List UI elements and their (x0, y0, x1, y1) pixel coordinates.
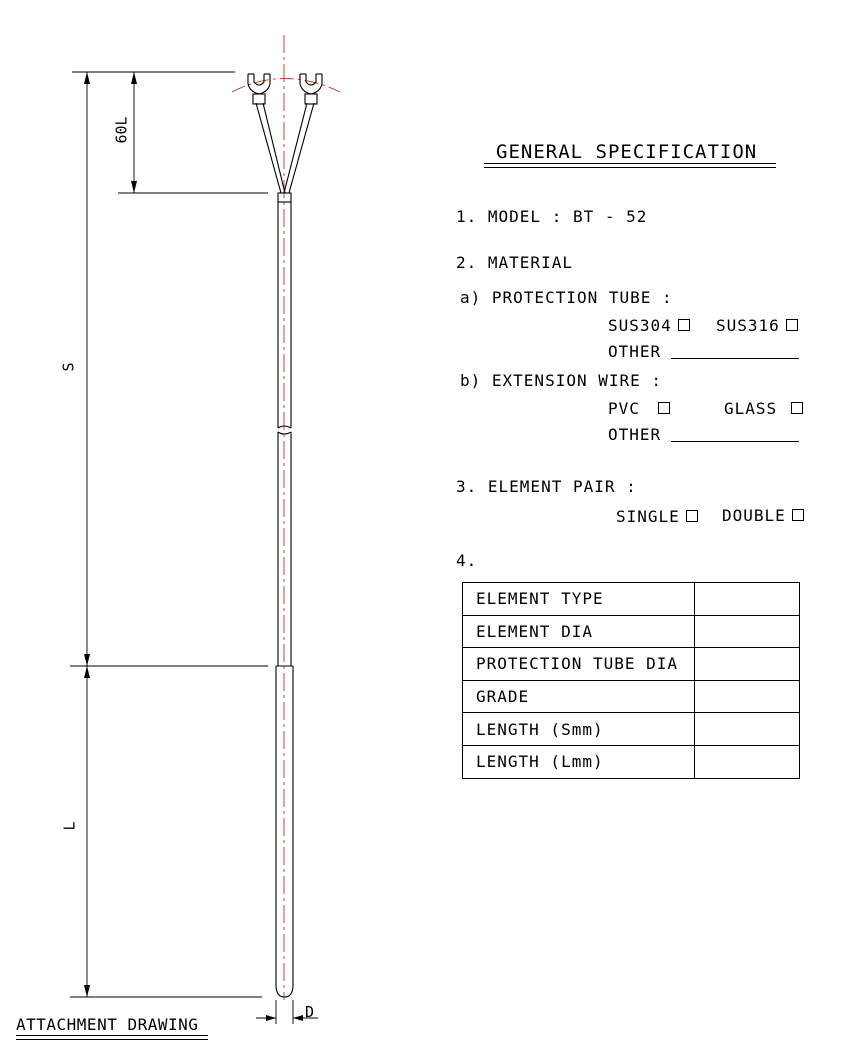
tube-other-field[interactable] (671, 358, 799, 359)
protection-tube (276, 666, 293, 997)
row-label: PROTECTION TUBE DIA (463, 648, 695, 681)
option-single (616, 508, 698, 526)
row-label: ELEMENT DIA (463, 615, 695, 648)
table-row (463, 648, 800, 681)
model-line: 1. MODEL : BT - 52 (456, 207, 648, 226)
element-spec-table (462, 582, 800, 779)
dim-label-wire: 60L (112, 116, 131, 144)
row-value-cell[interactable] (695, 615, 800, 648)
row-value-cell[interactable] (695, 680, 800, 713)
checkbox-glass[interactable] (791, 402, 803, 414)
row-value-cell[interactable] (695, 648, 800, 681)
option-glass (724, 400, 803, 418)
option-pvc (608, 400, 670, 418)
option-label: SINGLE (616, 507, 680, 526)
dimension-lines (70, 72, 318, 1024)
sheath-thin (278, 193, 291, 666)
option-label: SUS316 (716, 316, 780, 335)
row-label: ELEMENT TYPE (463, 583, 695, 616)
table-row (463, 745, 800, 778)
option-sus304 (608, 317, 690, 335)
other-label: OTHER (608, 425, 662, 444)
table-row (463, 713, 800, 746)
fork-terminal-right (300, 74, 322, 104)
option-sus316 (716, 317, 798, 335)
checkbox-pvc[interactable] (658, 402, 670, 414)
other-label: OTHER (608, 342, 662, 361)
drawing-caption: ATTACHMENT DRAWING (16, 1015, 199, 1034)
checkbox-single[interactable] (686, 510, 698, 522)
dimension-arrows (84, 72, 303, 1021)
dim-label-l: L (60, 821, 79, 831)
spec-title: GENERAL SPECIFICATION (496, 141, 758, 163)
table-row (463, 583, 800, 616)
caption-underline (16, 1035, 208, 1040)
lead-wires (256, 103, 314, 193)
table-number: 4. (456, 551, 478, 570)
row-label: LENGTH (Lmm) (463, 745, 695, 778)
row-value-cell[interactable] (695, 583, 800, 616)
dim-label-s: S (59, 362, 78, 372)
table-row (463, 680, 800, 713)
option-label: SUS304 (608, 316, 672, 335)
option-label: GLASS (724, 399, 778, 418)
checkbox-double[interactable] (792, 509, 804, 521)
option-double (722, 507, 804, 525)
element-pair-label: 3. ELEMENT PAIR : (456, 477, 637, 496)
checkbox-sus304[interactable] (678, 319, 690, 331)
material-heading: 2. MATERIAL (456, 253, 573, 272)
option-label: DOUBLE (722, 506, 786, 525)
table-row (463, 615, 800, 648)
row-value-cell[interactable] (695, 745, 800, 778)
protection-tube-label: a) PROTECTION TUBE : (460, 288, 673, 307)
fork-terminal-left (248, 74, 270, 104)
dim-label-d: D (305, 1003, 316, 1021)
extension-wire-label: b) EXTENSION WIRE : (460, 371, 663, 390)
row-label: GRADE (463, 680, 695, 713)
option-label: PVC (608, 399, 640, 418)
row-value-cell[interactable] (695, 713, 800, 746)
wire-other-field[interactable] (671, 441, 799, 442)
row-label: LENGTH (Smm) (463, 713, 695, 746)
title-underline (484, 163, 776, 168)
checkbox-sus316[interactable] (786, 319, 798, 331)
tube-other (608, 343, 799, 361)
wire-other (608, 426, 799, 444)
